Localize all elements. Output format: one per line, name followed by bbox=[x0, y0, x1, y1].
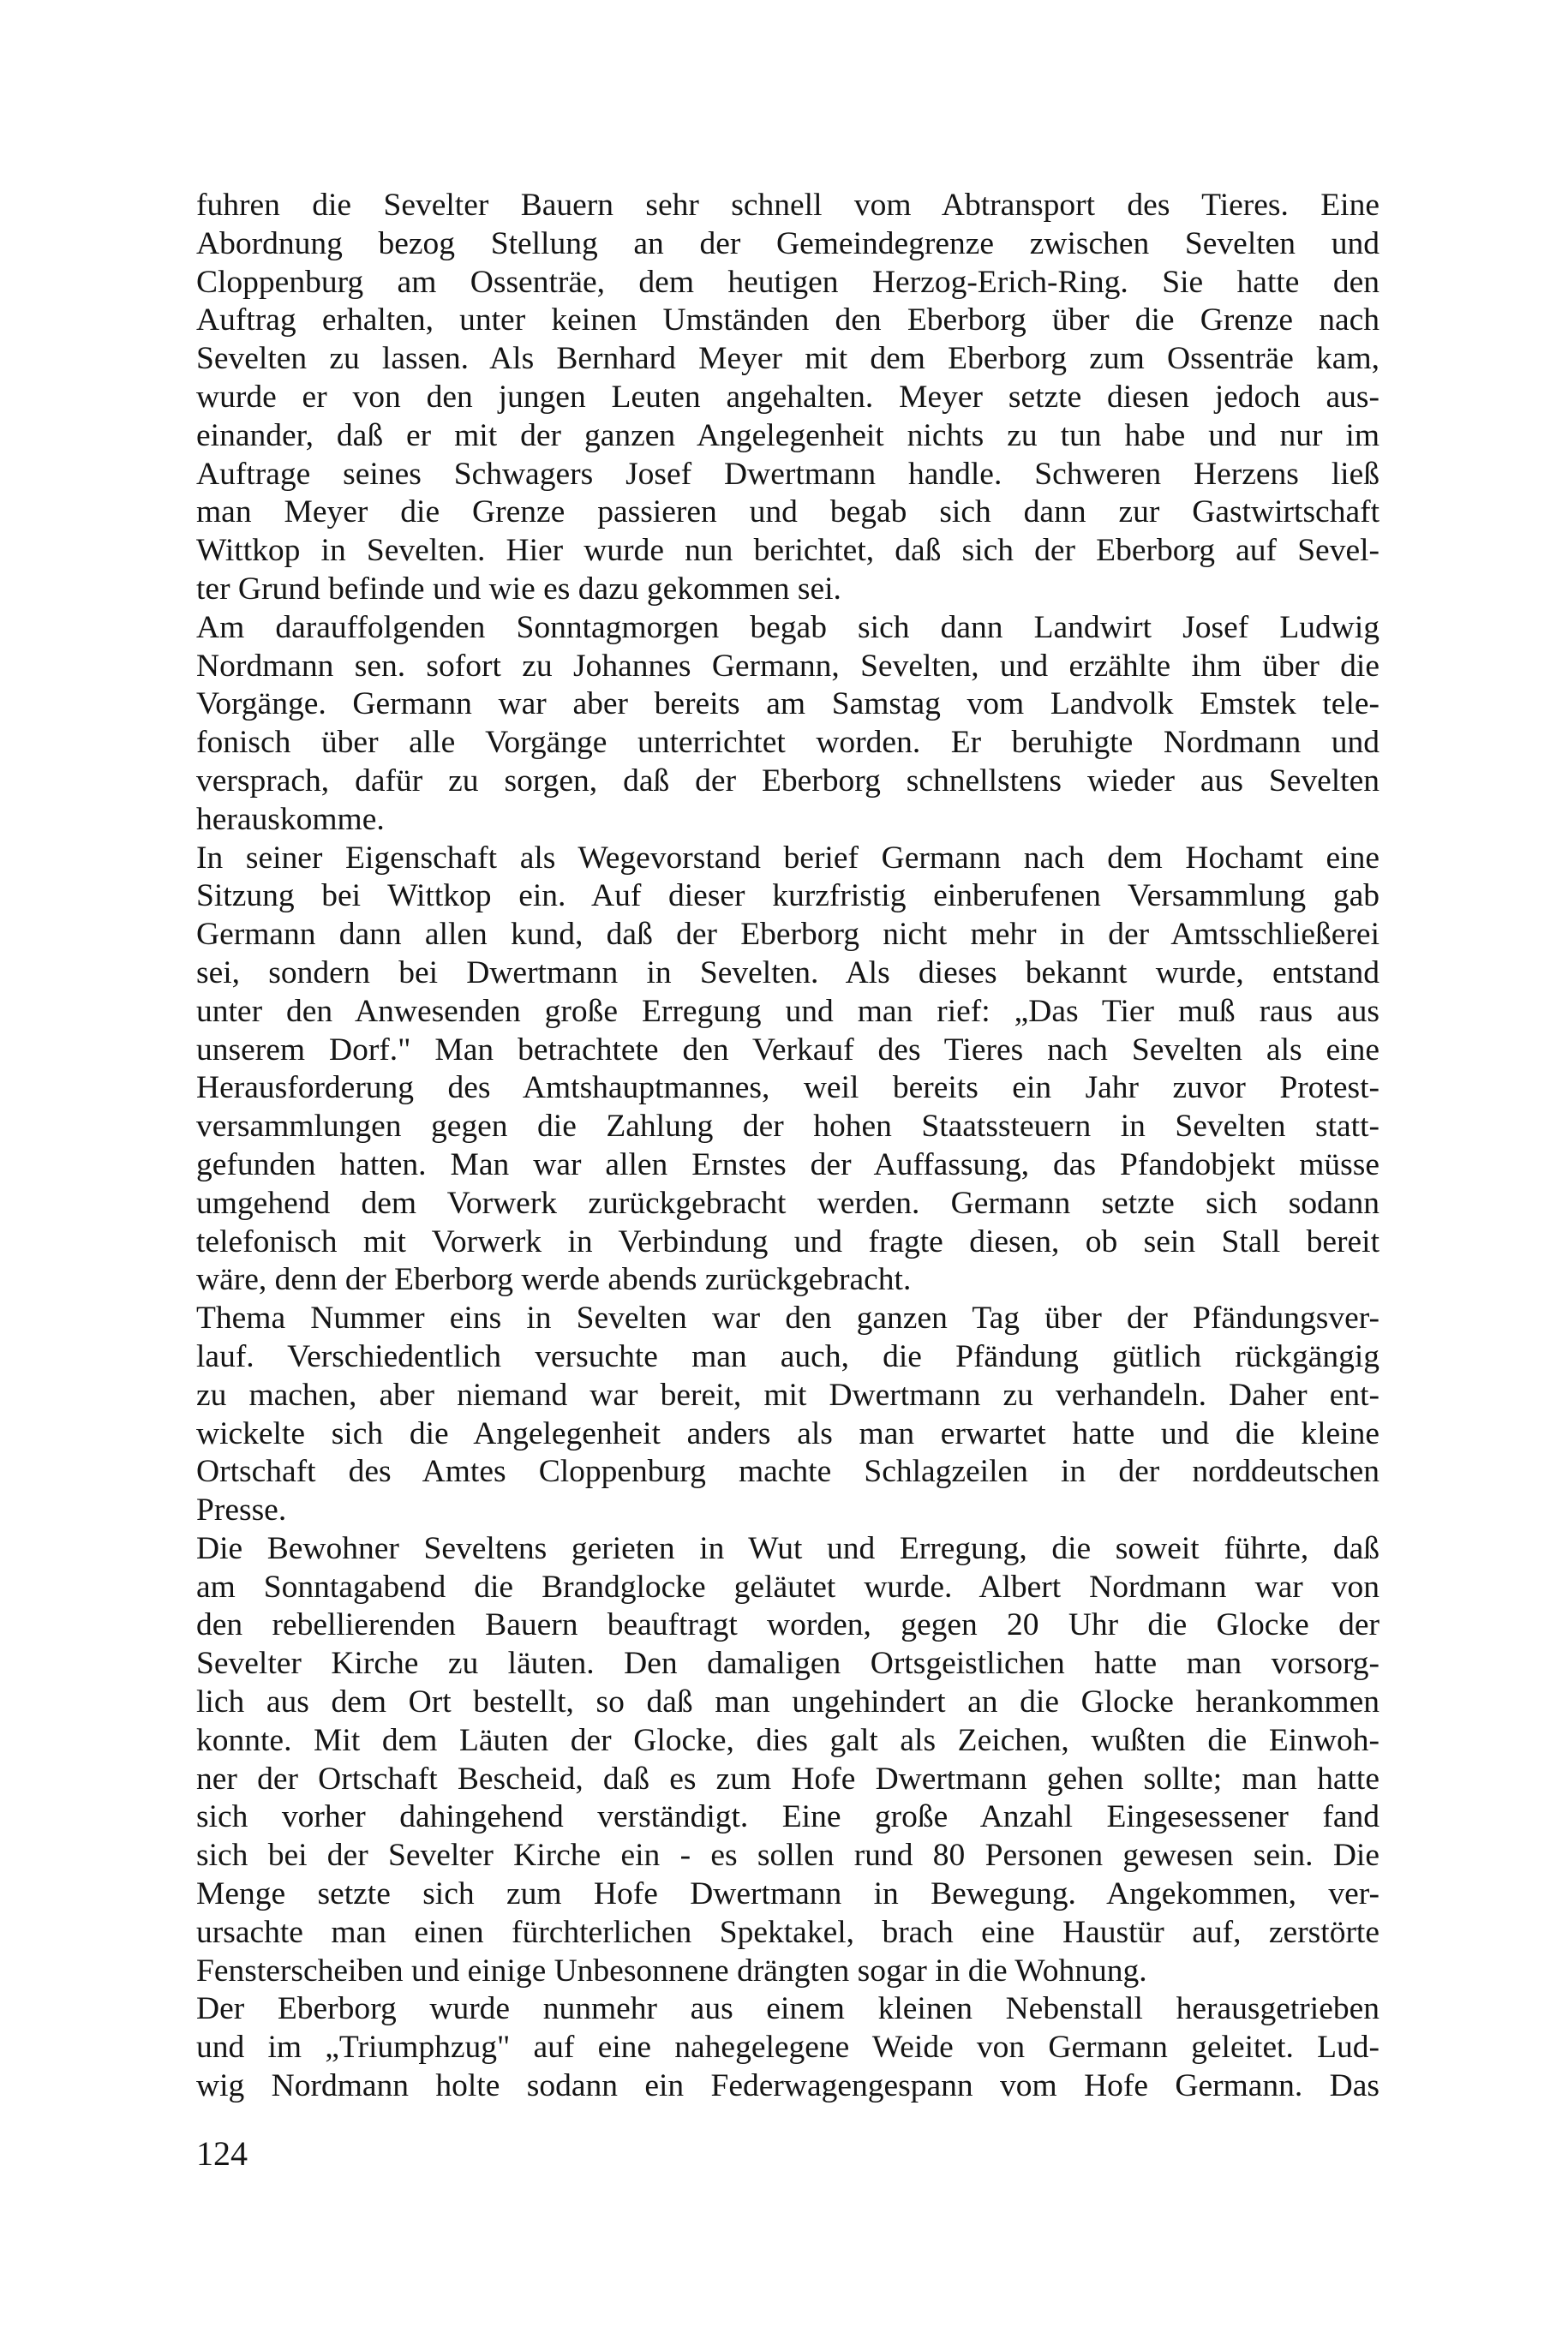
text-line: Menge setzte sich zum Hofe Dwertmann in Bewegung. Angekommen, ver- bbox=[196, 1876, 1379, 1912]
text-line: Ortschaft des Amtes Cloppenburg machte Schlagzeilen in der norddeutschen bbox=[196, 1454, 1379, 1490]
text-line: sei, sondern bei Dwertmann in Sevelten. Als dieses bekannt wurde, entstand bbox=[196, 954, 1379, 990]
text-line: telefonisch mit Vorwerk in Verbindung und fragte diesen, ob sein Stall bereit bbox=[196, 1223, 1379, 1259]
text-line: ursachte man einen fürchterlichen Spektakel, brach eine Haustür auf, zerstörte bbox=[196, 1914, 1379, 1950]
text-line: am Sonntagabend die Brandglocke geläutet wurde. Albert Nordmann war von bbox=[196, 1569, 1379, 1605]
text-line: ter Grund befinde und wie es dazu gekommen sei. bbox=[196, 571, 841, 607]
text-line: herauskomme. bbox=[196, 801, 385, 837]
text-line: Germann dann allen kund, daß der Eberborg nicht mehr in der Amtsschließerei bbox=[196, 917, 1379, 953]
paragraph bbox=[196, 609, 1379, 840]
text-line: wäre, denn der Eberborg werde abends zurückgebracht. bbox=[196, 1262, 912, 1298]
text-line: Presse. bbox=[196, 1493, 287, 1528]
text-line: und im „Triumphzug" auf eine nahegelegene Weide von Germann geleitet. Lud- bbox=[196, 2030, 1379, 2066]
text-line: wickelte sich die Angelegenheit anders als man erwartet hatte und die kleine bbox=[196, 1415, 1379, 1451]
text-line: Cloppenburg am Ossenträe, dem heutigen Herzog-Erich-Ring. Sie hatte den bbox=[196, 264, 1379, 300]
text-line: Die Bewohner Seveltens gerieten in Wut und Erregung, die soweit führte, daß bbox=[196, 1530, 1379, 1566]
text-line: lauf. Verschiedentlich versuchte man auch, die Pfändung gütlich rückgängig bbox=[196, 1338, 1379, 1374]
paragraph bbox=[196, 1300, 1379, 1530]
page-number: 124 bbox=[196, 2134, 248, 2173]
text-line: fuhren die Sevelter Bauern sehr schnell vom Abtransport des Tieres. Eine bbox=[196, 188, 1379, 223]
text-line: konnte. Mit dem Läuten der Glocke, dies galt als Zeichen, wußten die Einwoh- bbox=[196, 1722, 1379, 1758]
text-line: Sevelter Kirche zu läuten. Den damaligen Ortsgeistlichen hatte man vorsorg- bbox=[196, 1646, 1379, 1682]
text-line: ner der Ortschaft Bescheid, daß es zum Hofe Dwertmann gehen sollte; man hatte bbox=[196, 1761, 1379, 1797]
text-line: gefunden hatten. Man war allen Ernstes der Auffassung, das Pfandobjekt müsse bbox=[196, 1146, 1379, 1182]
text-line: wurde er von den jungen Leuten angehalten. Meyer setzte diesen jedoch aus- bbox=[196, 379, 1379, 415]
text-line: Thema Nummer eins in Sevelten war den ganzen Tag über der Pfändungsver- bbox=[196, 1301, 1379, 1337]
paragraph bbox=[196, 840, 1379, 1301]
text-line: In seiner Eigenschaft als Wegevorstand berief Germann nach dem Hochamt eine bbox=[196, 840, 1379, 876]
text-line: Wittkop in Sevelten. Hier wurde nun berichtet, daß sich der Eberborg auf Sevel- bbox=[196, 533, 1379, 569]
text-line: lich aus dem Ort bestellt, so daß man ungehindert an die Glocke herankommen bbox=[196, 1684, 1379, 1720]
text-line: Vorgänge. Germann war aber bereits am Samstag vom Landvolk Emstek tele- bbox=[196, 686, 1379, 722]
text-line: zu machen, aber niemand war bereit, mit Dwertmann zu verhandeln. Daher ent- bbox=[196, 1377, 1379, 1413]
text-line: Herausforderung des Amtshauptmannes, weil bereits ein Jahr zuvor Protest- bbox=[196, 1070, 1379, 1106]
text-line: Sevelten zu lassen. Als Bernhard Meyer mit dem Eberborg zum Ossenträe kam, bbox=[196, 341, 1379, 377]
text-line: fonisch über alle Vorgänge unterrichtet worden. Er beruhigte Nordmann und bbox=[196, 725, 1379, 761]
text-line: sich bei der Sevelter Kirche ein - es sollen rund 80 Personen gewesen sein. Die bbox=[196, 1838, 1379, 1874]
text-line: unserem Dorf." Man betrachtete den Verkauf des Tieres nach Sevelten als eine bbox=[196, 1032, 1379, 1068]
text-line: Sitzung bei Wittkop ein. Auf dieser kurzfristig einberufenen Versammlung gab bbox=[196, 878, 1379, 914]
text-line: unter den Anwesenden große Erregung und man rief: „Das Tier muß raus aus bbox=[196, 993, 1379, 1029]
text-line: Fensterscheiben und einige Unbesonnene drängten sogar in die Wohnung. bbox=[196, 1953, 1147, 1989]
body-text bbox=[196, 187, 1379, 2106]
text-line: Abordnung bezog Stellung an der Gemeindegrenze zwischen Sevelten und bbox=[196, 225, 1379, 261]
text-line: versprach, dafür zu sorgen, daß der Eberborg schnellstens wieder aus Sevelten bbox=[196, 763, 1379, 799]
text-line: Auftrag erhalten, unter keinen Umständen den Eberborg über die Grenze nach bbox=[196, 302, 1379, 338]
text-line: Auftrage seines Schwagers Josef Dwertmann handle. Schweren Herzens ließ bbox=[196, 456, 1379, 492]
text-line: den rebellierenden Bauern beauftragt worden, gegen 20 Uhr die Glocke der bbox=[196, 1607, 1379, 1643]
text-line: einander, daß er mit der ganzen Angelegenheit nichts zu tun habe und nur im bbox=[196, 417, 1379, 453]
text-line: versammlungen gegen die Zahlung der hohen Staatssteuern in Sevelten statt- bbox=[196, 1109, 1379, 1145]
text-line: umgehend dem Vorwerk zurückgebracht werden. Germann setzte sich sodann bbox=[196, 1185, 1379, 1221]
text-line: wig Nordmann holte sodann ein Federwagengespann vom Hofe Germann. Das bbox=[196, 2068, 1379, 2104]
paragraph bbox=[196, 1990, 1379, 2105]
text-line: man Meyer die Grenze passieren und begab sich dann zur Gastwirtschaft bbox=[196, 494, 1379, 530]
text-line: Am darauffolgenden Sonntagmorgen begab sich dann Landwirt Josef Ludwig bbox=[196, 609, 1379, 645]
paragraph bbox=[196, 1530, 1379, 1991]
text-line: sich vorher dahingehend verständigt. Eine große Anzahl Eingesessener fand bbox=[196, 1799, 1379, 1835]
text-line: Der Eberborg wurde nunmehr aus einem kleinen Nebenstall herausgetrieben bbox=[196, 1991, 1379, 2027]
paragraph bbox=[196, 187, 1379, 609]
text-line: Nordmann sen. sofort zu Johannes Germann, Sevelten, und erzählte ihm über die bbox=[196, 648, 1379, 684]
